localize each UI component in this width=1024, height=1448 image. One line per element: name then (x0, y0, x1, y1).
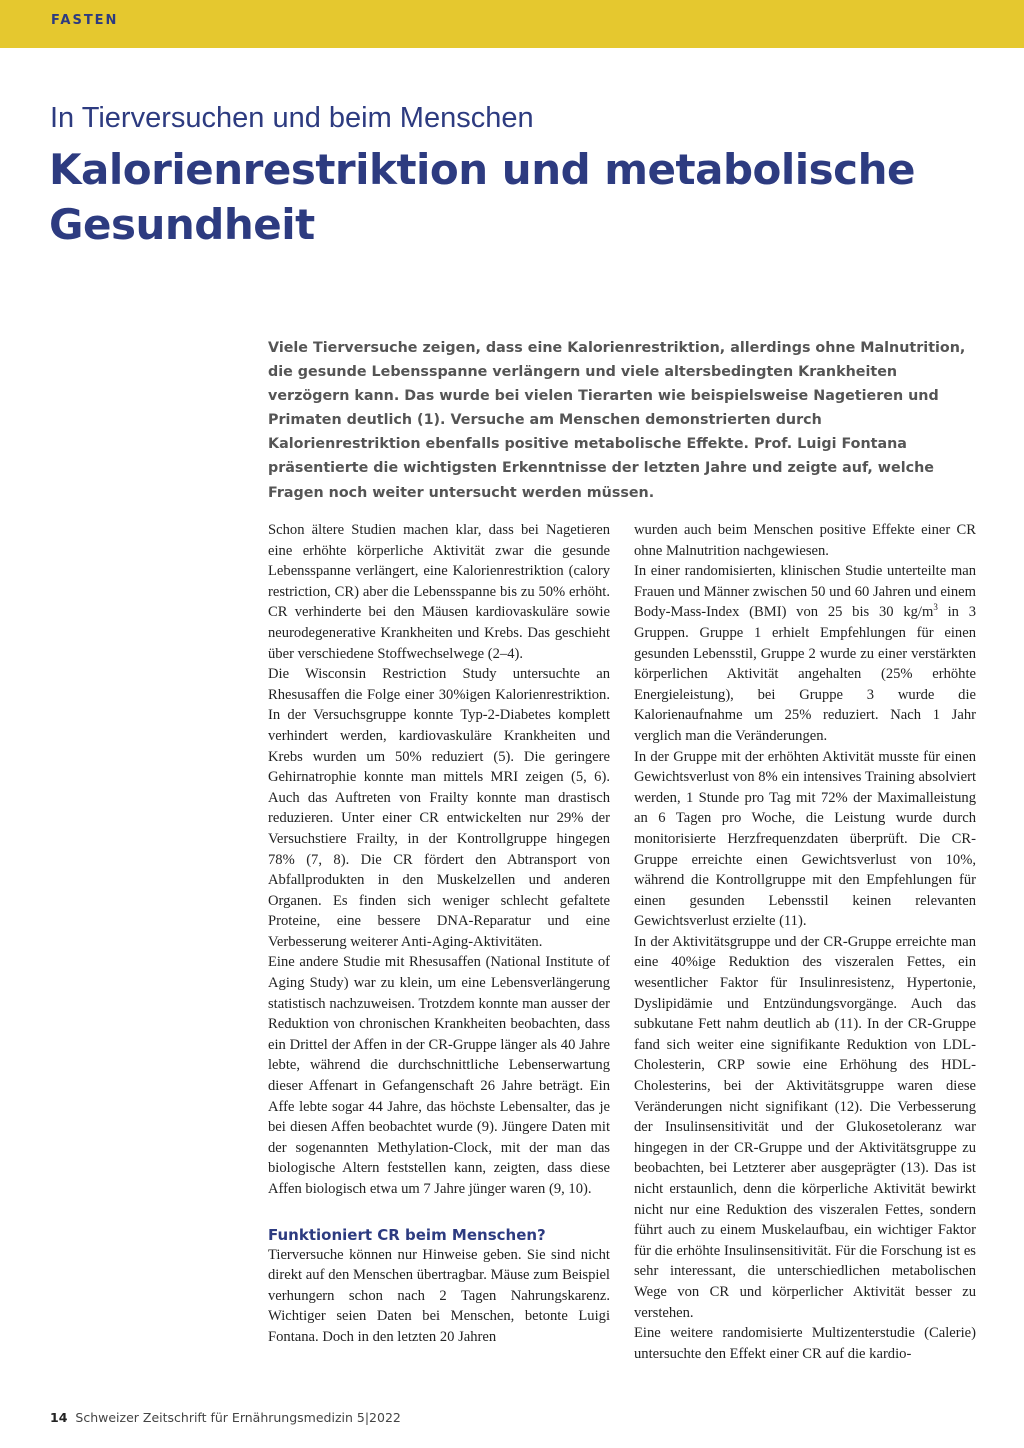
text-segment: in 3 Gruppen. Gruppe 1 erhielt Empfehlungen für einen gesunden Lebensstil, Gruppe 2 wurde zu einer verstärkten körperlichen Aktivität angehalten (25% erhöhte Energieleistung), bei Gruppe 3 wurde die Kalorienaufnahme um 25% reduziert. Nach 1 Jahr verglich man die Veränderungen. (634, 604, 976, 744)
paragraph: Schon ältere Studien machen klar, dass bei Nagetieren eine erhöhte körperliche Aktivität zwar die gesunde Lebensspanne verlängert, eine Kalorienrestriktion (calory restriction, CR) aber die Lebensspanne bis zu 50% erhöht. CR verhinderte bei den Mäusen kardiovaskuläre sowie neurodegenerative Krankheiten und Krebs. Das geschieht über verschiedene Stoffwechselwege (2–4). (268, 522, 610, 662)
paragraph: In der Aktivitätsgruppe und der CR-Gruppe erreichte man eine 40%ige Reduktion des viszeralen Fettes, ein wesentlicher Faktor für Insulinresistenz, Hypertonie, Dyslipidämie und Entzündungsvorgänge. Auch das subkutane Fett nahm deutlich ab (11). In der CR-Gruppe fand sich weiter eine signifikante Reduktion von LDL-Cholesterin, CRP sowie eine Erhöhung des HDL-Cholesterins, bei der Aktivitätsgruppe waren diese Veränderungen nicht signifikant (12). Die Verbesserung der Insulinsensitivität und der Glukosetoleranz war hingegen in der CR-Gruppe und der Aktivitätsgruppe zu beobachten, bei Letzterer aber ausgeprägter (13). Das ist nicht erstaunlich, denn die körperliche Aktivität bewirkt nicht nur eine Reduktion des viszeralen Fettes, sondern führt auch zu einem Muskelaufbau, ein wichtiger Faktor für die erhöhte Insulinsensitivität. Für die Forschung ist es sehr interessant, die unterschiedlichen metabolischen Wege von CR und körperlicher Aktivität besser zu verstehen. (634, 933, 976, 1321)
article-title: Kalorienrestriktion und metabolische Gesundheit (49, 145, 915, 249)
paragraph: Die Wisconsin Restriction Study untersuchte an Rhesusaffen die Folge einer 30%igen Kalorienrestriktion. In der Versuchsgruppe konnte Typ-2-Diabetes komplett verhindert werden, kardiovaskuläre Krankheiten und Krebs wurden um 50% reduziert (5). Die geringere Gehirnatrophie konnte man mittels MRI zeigen (5, 6). Auch das Auftreten von Frailty konnte man drastisch reduzieren. Unter einer CR entwickelten nur 29% der Versuchstiere Frailty, in der Kontrollgruppe hingegen 78% (7, 8). Die CR fördert den Abtransport von Abfallprodukten in den Muskelzellen und anderen Organen. Es finden sich weniger schlecht gefaltete Proteine, eine bessere DNA-Reparatur und eine Verbesserung weiterer Anti-Aging-Aktivitäten. (268, 666, 610, 950)
page-footer (50, 1410, 401, 1425)
body-column-left (268, 520, 610, 1348)
body-column-right (634, 520, 976, 1364)
article-lead: Viele Tierversuche zeigen, dass eine Kalorienrestriktion, allerdings ohne Malnutrition, die gesunde Lebensspanne verlängern und viele altersbedingten Krankheiten verzögern kann. Das wurde bei vielen Tierarten wie beispielsweise Nagetieren und Primaten deutlich (1). Versuche am Menschen demonstrierten durch Kalorienrestriktion ebenfalls positive metabolische Effekte. Prof. Luigi Fontana präsentierte die wichtigsten Erkenntnisse der letzten Jahre und zeigte auf, welche Fragen noch weiter untersucht werden müssen. (268, 340, 966, 501)
paragraph: Eine andere Studie mit Rhesusaffen (National Institute of Aging Study) war zu klein, um eine Lebensverlängerung statistisch nachzuweisen. Trotzdem konnte man ausser der Reduktion von chronischen Krankheiten beobachten, dass ein Drittel der Affen in der CR-Gruppe länger als 40 Jahre lebte, während die durchschnittliche Lebenserwartung dieser Affenart in Gefangenschaft 26 Jahre beträgt. Ein Affe lebte sogar 44 Jahre, das höchste Lebensalter, das je bei diesen Affen beobachtet wurde (9). Jüngere Daten mit der sogenannten Methylation-Clock, mit der man das biologische Altern feststellen kann, zeigten, dass diese Affen biologisch etwa um 7 Jahre jünger waren (9, 10). (268, 954, 610, 1197)
journal-name: Schweizer Zeitschrift für Ernährungsmedizin 5|2022 (75, 1410, 401, 1425)
text-segment: In einer randomisierten, klinischen Studie unterteilte man Frauen und Männer zwischen 50 und 60 Jahren und einem Body-Mass-Index (BMI) von 25 bis 30 kg/m (634, 563, 976, 621)
superscript: 3 (933, 602, 938, 613)
paragraph (634, 561, 976, 746)
section-header-band (0, 0, 1024, 48)
article-kicker: In Tierversuchen und beim Menschen (50, 102, 534, 134)
page-number: 14 (50, 1410, 68, 1425)
section-subheading: Funktioniert CR beim Menschen? (268, 1225, 546, 1244)
paragraph: wurden auch beim Menschen positive Effekte einer CR ohne Malnutrition nachgewiesen. (634, 522, 976, 559)
section-label: FASTEN (51, 13, 119, 28)
paragraph: Eine weitere randomisierte Multizenterstudie (Calerie) untersuchte den Effekt einer CR auf die kardio- (634, 1325, 976, 1362)
paragraph: In der Gruppe mit der erhöhten Aktivität musste für einen Gewichtsverlust von 8% ein intensives Training absolviert werden, 1 Stunde pro Tag mit 72% der Maximalleistung an 6 Tagen pro Woche, die Leistung wurde durch monitorisierte Herzfrequenzdaten überprüft. Die CR-Gruppe erreichte einen Gewichtsverlust von 10%, während die Kontrollgruppe mit den Empfehlungen für einen gesunden Lebensstil keinen relevanten Gewichtsverlust erzielte (11). (634, 748, 976, 930)
paragraph: Tierversuche können nur Hinweise geben. Sie sind nicht direkt auf den Menschen übertragbar. Mäuse zum Beispiel verhungern schon nach 2 Tagen Nahrungskarenz. Wichtiger seien Daten bei Menschen, betonte Luigi Fontana. Doch in den letzten 20 Jahren (268, 1246, 610, 1345)
